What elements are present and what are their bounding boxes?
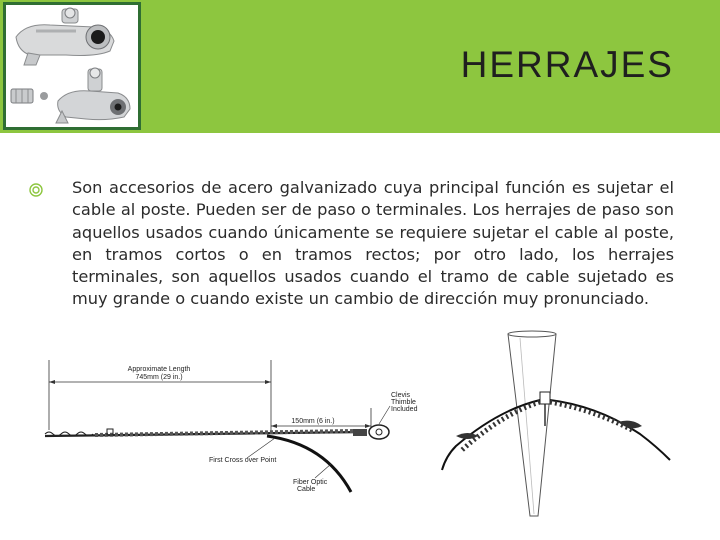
- clevis-body: [353, 429, 367, 436]
- circle-target-icon: [29, 183, 43, 197]
- clevis-label-2: Thimble: [391, 399, 416, 406]
- terminal-clamp-photo: [56, 68, 130, 123]
- helical-grip-right: [550, 402, 632, 430]
- hardware-photo-image: [6, 5, 138, 127]
- approx-length-value: 745mm (29 in.): [135, 374, 183, 381]
- fiber-label-1: Fiber Optic: [293, 479, 328, 486]
- body-paragraph: Son accesorios de acero galvanizado cuya principal función es sujetar el cable al poste. Pueden ser de paso o terminales. Los herrajes de paso son aquellos usados cuando únicamente se requiere sujetar el cable al poste, en tramos cortos o en tramos rectos; por otro lado, los herrajes terminales, son aquellos usados cuando el tramo de cable sujetado es muy grande o cuando existe un cambio de dirección muy pronunciado.: [72, 178, 674, 309]
- cable-grip-diagram: [35, 352, 425, 494]
- offset-label: 150mm (6 in.): [291, 418, 335, 425]
- fiber-label-2: Cable: [297, 486, 316, 493]
- slide-title: HERRAJES: [460, 44, 674, 85]
- pole-suspension-diagram: [428, 330, 680, 520]
- crossover-label: First Cross over Point: [209, 457, 277, 464]
- cable-right: [550, 400, 670, 460]
- clevis-label-1: Clevis: [391, 392, 411, 399]
- pole-bracket: [540, 392, 550, 404]
- approx-length-label: Approximate Length: [127, 366, 191, 373]
- clevis-label-3: Included: [391, 406, 418, 413]
- cylinder-fitting-photo: [11, 89, 48, 103]
- suspension-clamp-photo: [16, 8, 114, 65]
- hardware-photo-thumbnail: [3, 2, 141, 130]
